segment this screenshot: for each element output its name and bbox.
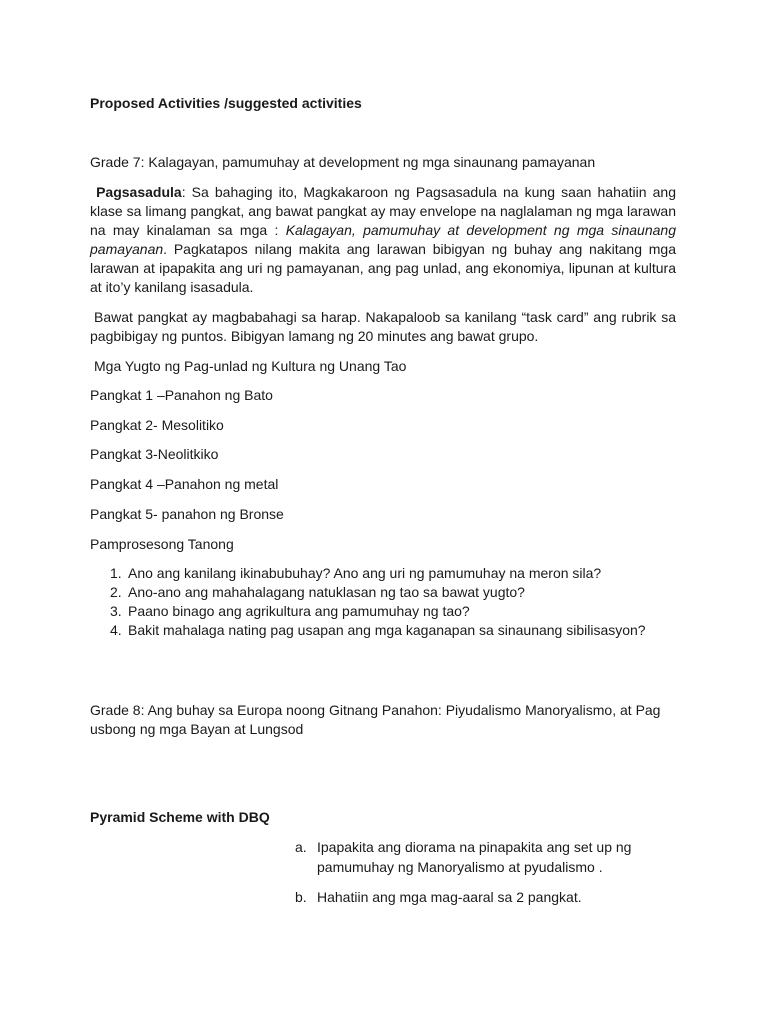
group-item: Pangkat 2- Mesolitiko	[90, 417, 224, 433]
step-text: Hahatiin ang mga mag-aaral sa 2 pangkat.	[317, 889, 582, 905]
scheme-steps-list	[295, 837, 676, 907]
grade7-paragraph-pagsasadula	[90, 183, 676, 297]
list-number: 3.	[110, 603, 122, 619]
pagsasadula-label: Pagsasadula	[96, 184, 182, 200]
question-text: Paano binago ang agrikultura ang pamumuhay ng tao?	[128, 603, 470, 619]
question-text: Ano ang kanilang ikinabubuhay? Ano ang uri ng pamumuhay na meron sila?	[128, 565, 602, 581]
para1-text-b: . Pagkatapos nilang makita ang larawan bibigyan ng buhay ang nakitang mga larawan at ipapakita ang uri ng pamayanan, ang pag unlad, ang ekonomiya, lipunan at kultura at ito’y kanilang isasadula.	[90, 241, 676, 295]
processing-questions-list	[90, 564, 676, 640]
group-item: Pangkat 5- panahon ng Bronse	[90, 506, 284, 522]
group-item: Pangkat 4 –Panahon ng metal	[90, 476, 279, 492]
list-item	[90, 564, 676, 583]
list-letter: b.	[295, 889, 307, 905]
group-item: Pangkat 1 –Panahon ng Bato	[90, 387, 273, 403]
list-item	[295, 887, 676, 907]
stages-title: Mga Yugto ng Pag-unlad ng Kultura ng Unang Tao	[94, 358, 407, 374]
list-number: 2.	[110, 584, 122, 600]
list-number: 1.	[110, 565, 122, 581]
grade8-title: Grade 8: Ang buhay sa Europa noong Gitnang Panahon: Piyudalismo Manoryalismo, at Pag usbong ng mga Bayan at Lungsod	[90, 702, 661, 737]
group-item: Pangkat 3-Neolitkiko	[90, 446, 219, 462]
para1-text-a: : Sa bahaging ito, Magkakaroon ng Pagsasadula na kung saan hahatiin ang klase sa limang pangkat, ang bawat pangkat ay may envelope na naglalaman ng mga larawan na may kinalaman sa mga :	[90, 184, 676, 238]
list-number: 4.	[110, 622, 122, 638]
list-item	[295, 837, 676, 877]
questions-title: Pamprosesong Tanong	[90, 536, 234, 552]
grade7-title: Grade 7: Kalagayan, pamumuhay at development ng mga sinaunang pamayanan	[90, 154, 596, 170]
list-item	[90, 621, 676, 640]
question-text: Bakit mahalaga nating pag usapan ang mga kaganapan sa sinaunang sibilisasyon?	[128, 622, 646, 638]
question-text: Ano-ano ang mahahalagang natuklasan ng tao sa bawat yugto?	[128, 584, 525, 600]
scheme-title: Pyramid Scheme with DBQ	[90, 809, 270, 825]
document-page	[90, 0, 676, 1024]
grade7-paragraph-task-card: Bawat pangkat ay magbabahagi sa harap. Nakapaloob sa kanilang “task card” ang rubrik sa pagbibigay ng puntos. Bibigyan lamang ng 20 minutes ang bawat grupo.	[90, 309, 676, 344]
para1-italic: Kalagayan, pamumuhay at development ng mga sinaunang pamayanan	[90, 222, 676, 257]
list-item	[90, 602, 676, 621]
list-letter: a.	[295, 839, 307, 855]
step-text: Ipapakita ang diorama na pinapakita ang set up ng pamumuhay ng Manoryalismo at pyudalismo .	[317, 839, 632, 875]
page-heading: Proposed Activities /suggested activities	[90, 95, 362, 111]
list-item	[90, 583, 676, 602]
